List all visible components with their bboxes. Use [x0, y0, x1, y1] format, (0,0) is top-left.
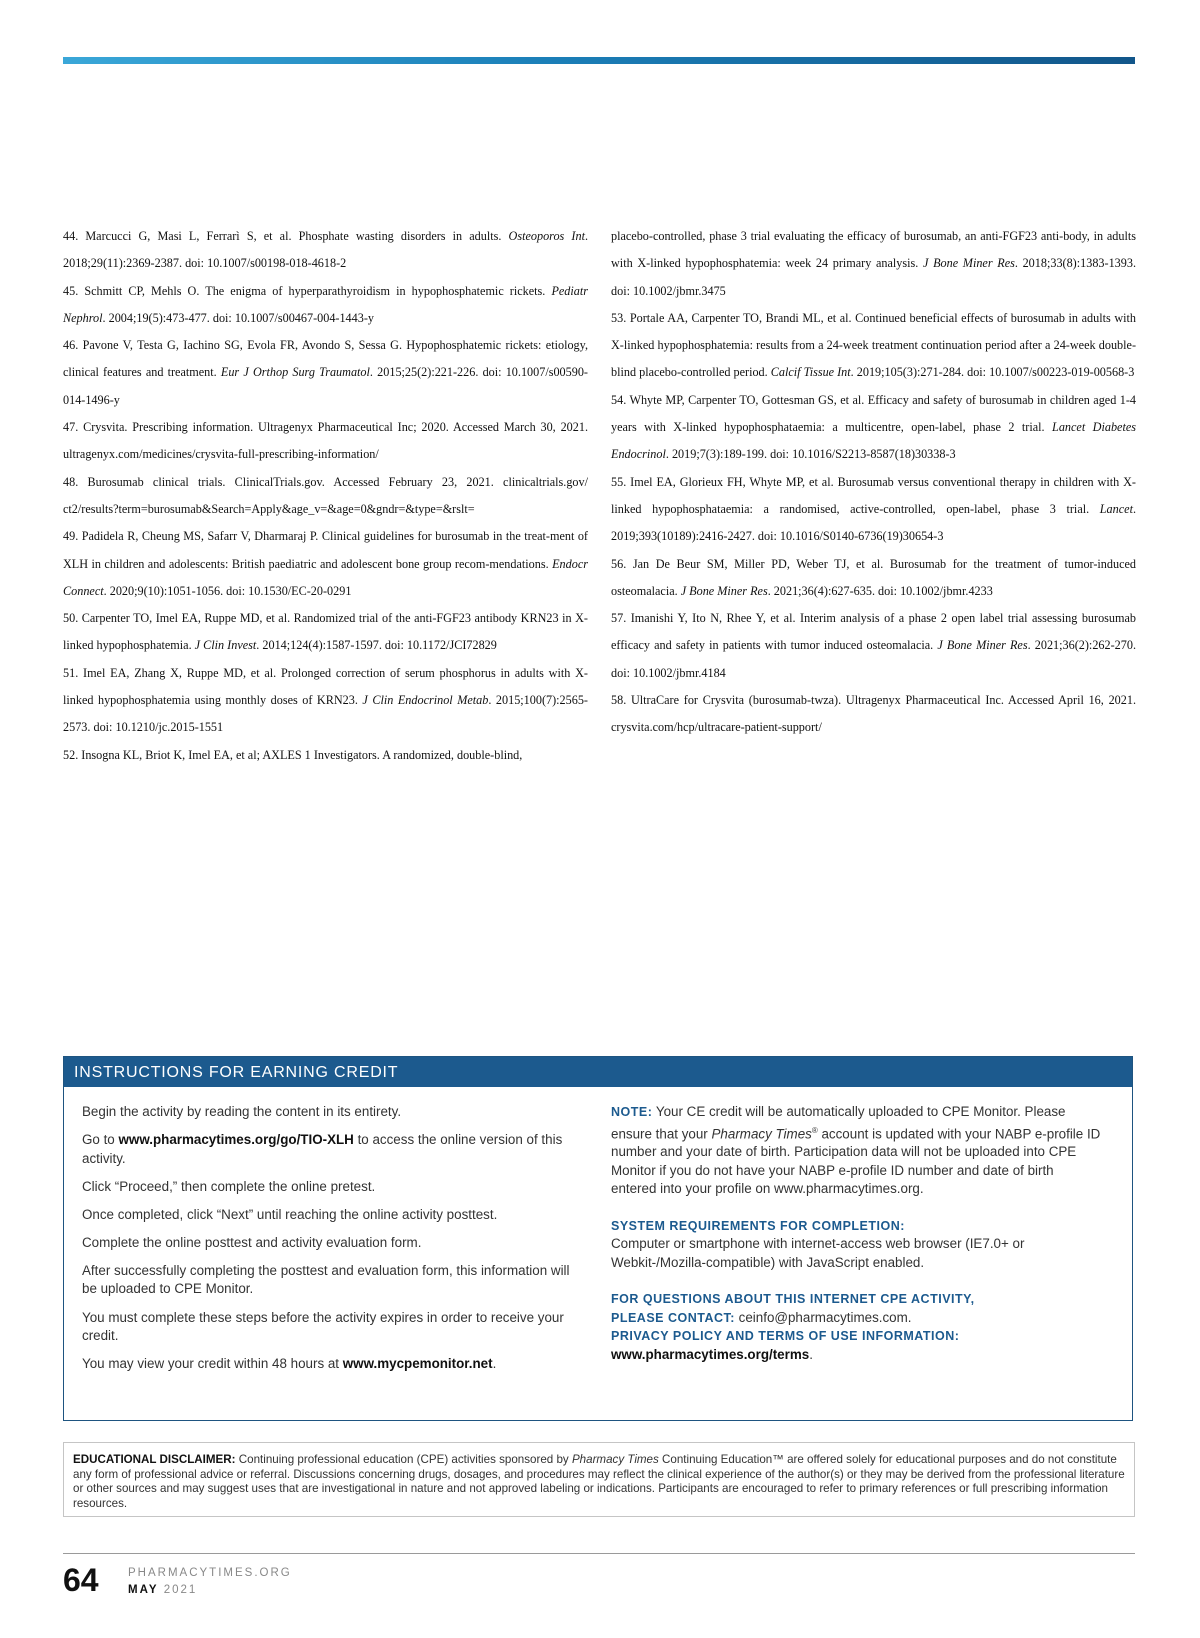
reference-item: 44. Marcucci G, Masi L, Ferrarì S, et al. Phosphate wasting disorders in adults. Osteoporos Int. 2018;29(11):2369-2387. doi: 10.1007/s00198-018-4618-2: [63, 229, 588, 271]
reference-item: 47. Crysvita. Prescribing information. Ultragenyx Pharmaceutical Inc; 2020. Accessed March 30, 2021. ultragenyx.com/medicines/crysvita-full-prescribing-information/: [63, 420, 588, 462]
step-2: Go to www.pharmacytimes.org/go/TIO-XLH to access the online version of this activity.: [82, 1132, 563, 1166]
reference-item: 56. Jan De Beur SM, Miller PD, Weber TJ, et al. Burosumab for the treatment of tumor-induced osteomalacia. J Bone Miner Res. 2021;36(4):627-635. doi: 10.1002/jbmr.4233: [611, 556, 1136, 598]
reference-item: 55. Imel EA, Glorieux FH, Whyte MP, et al. Burosumab versus conventional therapy in children with X-linked hypophosphataemia: a randomised, active-controlled, open-label, phase 3 trial. Lancet. 2019;393(10189):2416-2427. doi: 10.1016/S0140-6736(19)30654-3: [611, 474, 1136, 544]
reference-item: 57. Imanishi Y, Ito N, Rhee Y, et al. Interim analysis of a phase 2 open label trial assessing burosumab efficacy and safety in patients with tumor induced osteomalacia. J Bone Miner Res. 2021;36(2):262-270. doi: 10.1002/jbmr.4184: [611, 611, 1136, 680]
step-6: After successfully completing the posttest and evaluation form, this information will be uploaded to CPE Monitor.: [82, 1262, 570, 1297]
step-1: Begin the activity by reading the content in its entirety.: [82, 1104, 402, 1119]
reference-item: 54. Whyte MP, Carpenter TO, Gottesman GS, et al. Efficacy and safety of burosumab in children aged 1-4 years with X-linked hypophosphataemia: a multicentre, open-label, phase 2 trial. Lancet Diabetes Endocrinol. 2019;7(3):189-199. doi: 10.1016/S2213-8587(18)30338-3: [611, 392, 1136, 462]
credit-header: INSTRUCTIONS FOR EARNING CREDIT: [64, 1057, 1132, 1087]
note-paragraph: NOTE: Your CE credit will be automatically uploaded to CPE Monitor. Please ensure that your Pharmacy Times® account is updated with your NABP e-profile ID number and your date of birth. Participation data will not be uploaded into CPE Monitor if you do not have your NABP e-profile ID number and date of birth entered into your profile on www.pharmacytimes.org.: [611, 1104, 1101, 1197]
reference-item: 50. Carpenter TO, Imel EA, Ruppe MD, et al. Randomized trial of the anti-FGF23 antibody KRN23 in X-linked hypophosphatemia. J Clin Invest. 2014;124(4):1587-1597. doi: 10.1172/JCI72829: [63, 611, 588, 653]
step-3: Click “Proceed,” then complete the online pretest.: [82, 1178, 376, 1194]
top-accent-bar: [63, 57, 1135, 64]
reference-item: 58. UltraCare for Crysvita (burosumab-twza). Ultragenyx Pharmaceutical Inc. Accessed April 16, 2021. crysvita.com/hcp/ultracare-patient-support/: [611, 693, 1136, 735]
references-left-column: [63, 223, 588, 769]
site-name: PHARMACYTIMES.ORG: [128, 1567, 292, 1579]
reference-item: 46. Pavone V, Testa G, Iachino SG, Evola FR, Avondo S, Sessa G. Hypophosphatemic rickets: etiology, clinical features and treatment. Eur J Orthop Surg Traumatol. 2015;25(2):221-226. doi: 10.1007/s00590-014-1496-y: [63, 338, 588, 407]
step-5: Complete the online posttest and activity evaluation form.: [82, 1234, 422, 1250]
footer-divider: [63, 1553, 1135, 1554]
privacy-heading: PRIVACY POLICY AND TERMS OF USE INFORMATION:: [611, 1329, 960, 1344]
credit-notes: [611, 1103, 1101, 1364]
reference-item: placebo-controlled, phase 3 trial evaluating the efficacy of burosumab, an anti-FGF23 anti-body, in adults with X-linked hypophosphatemia: week 24 primary analysis. J Bone Miner Res. 2018;33(8):1383-1393. doi: 10.1002/jbmr.3475: [611, 229, 1136, 298]
educational-disclaimer: EDUCATIONAL DISCLAIMER: Continuing professional education (CPE) activities sponsored by Pharmacy Times Continuing Education™ are offered solely for educational purposes and do not constitute any form of professional advice or referral. Discussions concerning drugs, dosages, and procedures may reflect the clinical experience of the author(s) or they may be derived from the professional literature or other sources and may suggest uses that are investigational in nature and not approved labeling or indications. Participants are encouraged to refer to primary references or full prescribing information resources.: [63, 1442, 1135, 1517]
issue-date: MAY 2021: [128, 1584, 198, 1596]
system-requirements-text: Computer or smartphone with internet-access web browser (IE7.0+ or Webkit-/Mozilla-compatible) with JavaScript enabled.: [611, 1236, 1025, 1270]
credit-steps: [82, 1103, 582, 1383]
reference-item: 49. Padidela R, Cheung MS, Safarr V, Dharmaraj P. Clinical guidelines for burosumab in the treat-ment of XLH in children and adolescents: British paediatric and adolescent bone group recom-mendations. Endocr Connect. 2020;9(10):1051-1056. doi: 10.1530/EC-20-0291: [63, 529, 588, 598]
credit-instructions-box: [63, 1056, 1133, 1421]
reference-item: 52. Insogna KL, Briot K, Imel EA, et al; AXLES 1 Investigators. A randomized, double-blind,: [63, 747, 523, 762]
privacy-link-line: www.pharmacytimes.org/terms.: [611, 1346, 813, 1362]
system-requirements-heading: SYSTEM REQUIREMENTS FOR COMPLETION:: [611, 1218, 905, 1233]
questions-heading: FOR QUESTIONS ABOUT THIS INTERNET CPE ACTIVITY,: [611, 1292, 975, 1307]
references-right-column: [611, 223, 1136, 742]
page-number: 64: [63, 1562, 99, 1598]
reference-item: 51. Imel EA, Zhang X, Ruppe MD, et al. Prolonged correction of serum phosphorus in adults with X-linked hypophosphatemia using monthly doses of KRN23. J Clin Endocrinol Metab. 2015;100(7):2565-2573. doi: 10.1210/jc.2015-1551: [63, 665, 588, 735]
reference-item: 45. Schmitt CP, Mehls O. The enigma of hyperparathyroidism in hypophosphatemic rickets. Pediatr Nephrol. 2004;19(5):473-477. doi: 10.1007/s00467-004-1443-y: [63, 283, 588, 325]
step-4: Once completed, click “Next” until reaching the online activity posttest.: [82, 1206, 498, 1222]
cpe-monitor-link[interactable]: www.mycpemonitor.net: [342, 1356, 493, 1372]
disclaimer-label: EDUCATIONAL DISCLAIMER:: [73, 1453, 236, 1466]
questions-contact: PLEASE CONTACT: ceinfo@pharmacytimes.com.: [611, 1309, 912, 1325]
privacy-link[interactable]: www.pharmacytimes.org/terms: [611, 1346, 810, 1362]
step-7: You must complete these steps before the activity expires in order to receive your credit.: [82, 1309, 564, 1344]
contact-email-link[interactable]: ceinfo@pharmacytimes.com.: [734, 1309, 912, 1325]
reference-item: 48. Burosumab clinical trials. ClinicalTrials.gov. Accessed February 23, 2021. clinicaltrials.gov/ ct2/results?term=burosumab&Search=Apply&age_v=&age=0&gndr=&type=&rslt=: [63, 474, 588, 516]
step-8: You may view your credit within 48 hours at www.mycpemonitor.net.: [82, 1356, 497, 1372]
activity-link[interactable]: www.pharmacytimes.org/go/TIO-XLH: [118, 1132, 354, 1148]
note-label: NOTE:: [611, 1105, 653, 1119]
reference-item: 53. Portale AA, Carpenter TO, Brandi ML, et al. Continued beneficial effects of burosumab in adults with X-linked hypophosphatemia: results from a 24-week treatment continuation period after a 24-week double-blind placebo-controlled period. Calcif Tissue Int. 2019;105(3):271-284. doi: 10.1007/s00223-019-00568-3: [611, 310, 1136, 380]
